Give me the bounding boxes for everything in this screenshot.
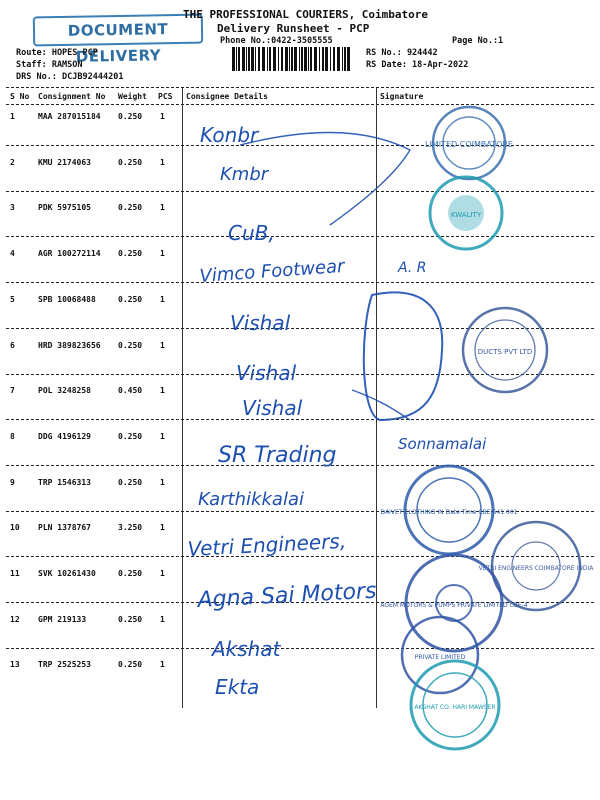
- company-seal: [463, 308, 547, 392]
- barcode-bar: [308, 47, 309, 71]
- row-separator: [6, 191, 594, 192]
- col-header-pcs: PCS: [158, 92, 173, 101]
- handwritten-consignee: SR Trading: [218, 443, 337, 468]
- cell-pcs: 1: [160, 523, 165, 533]
- cell-consignment: TRP 2525253: [38, 660, 91, 670]
- phone-number: Phone No.:0422-3505555: [220, 36, 333, 46]
- company-seal: [411, 661, 499, 749]
- seal-text: KWALITY: [450, 211, 482, 219]
- cell-pcs: 1: [160, 112, 165, 121]
- seal-text: DAIVET CLOTHING IN Date Time CBE-641 001: [380, 509, 518, 516]
- barcode-bar: [333, 47, 335, 71]
- barcode-bar: [289, 47, 290, 71]
- cell-weight: 0.250: [118, 614, 143, 624]
- handwritten-consignee: CuB,: [228, 221, 275, 245]
- cell-pcs: 1: [160, 157, 165, 167]
- handwritten-consignee: Agna Sai Motors: [197, 578, 378, 613]
- company-seal: [430, 177, 502, 249]
- company-seal: [380, 555, 527, 651]
- cell-sno: 7: [10, 386, 15, 396]
- handwritten-signature: Sonnamalai: [398, 435, 487, 453]
- cell-consignment: MAA 287015184: [38, 112, 101, 121]
- cell-pcs: 1: [160, 340, 165, 350]
- handwritten-consignee: Vimco Footwear: [198, 255, 346, 287]
- barcode-bar: [248, 47, 250, 71]
- handwritten-consignee: Akshat: [212, 637, 281, 661]
- cell-consignment: GPM 219133: [38, 614, 87, 624]
- barcode-bar: [301, 47, 303, 71]
- cell-consignment: KMU 2174063: [38, 157, 91, 167]
- cell-weight: 0.250: [118, 157, 143, 167]
- cell-weight: 0.250: [118, 112, 143, 121]
- seal-text: VETRI ENGINEERS COIMBATORE INDIA: [478, 565, 594, 572]
- barcode-bar: [236, 47, 237, 71]
- cell-sno: 6: [10, 340, 15, 350]
- handwritten-consignee: Konbr: [200, 123, 259, 147]
- cell-sno: 13: [10, 660, 20, 670]
- col-header-consignment: Consignment No: [38, 92, 106, 101]
- cell-consignment: DDG 4196129: [38, 431, 91, 441]
- row-separator: [6, 648, 594, 649]
- company-seal: [402, 617, 478, 693]
- barcode-bar: [262, 47, 265, 71]
- handwritten-signature: A. R: [398, 260, 427, 276]
- cell-pcs: 1: [160, 294, 165, 304]
- col-header-consignee: Consignee Details: [186, 92, 268, 101]
- barcode-bar: [281, 47, 283, 71]
- barcode-bar: [267, 47, 268, 71]
- barcode-bar: [325, 47, 328, 71]
- table-top-rule: [6, 87, 594, 88]
- cell-weight: 0.450: [118, 386, 143, 396]
- seal-text: DUCTS PVT LTD: [477, 348, 533, 356]
- barcode-bar: [242, 47, 245, 71]
- handwritten-consignee: Vetri Engineers,: [187, 528, 347, 561]
- cell-pcs: 1: [160, 569, 165, 578]
- cell-weight: 0.250: [118, 477, 143, 487]
- handwritten-consignee: Vishal: [236, 361, 297, 385]
- cell-pcs: 1: [160, 431, 165, 441]
- barcode-bar: [314, 47, 317, 71]
- cell-pcs: 1: [160, 660, 165, 670]
- cell-consignment: PLN 1378767: [38, 523, 91, 533]
- handwritten-consignee: Vishal: [242, 396, 303, 420]
- cell-weight: 0.250: [118, 294, 143, 304]
- row-separator: [6, 282, 594, 283]
- barcode-bar: [322, 47, 324, 71]
- table-header-rule: [6, 104, 594, 105]
- row-separator: [6, 419, 594, 420]
- barcode-bar: [347, 47, 350, 71]
- row-separator: [6, 465, 594, 466]
- row-separator: [6, 236, 594, 237]
- barcode-bar: [258, 47, 260, 71]
- cell-consignment: PDK 5975105: [38, 203, 91, 213]
- cell-pcs: 1: [160, 249, 165, 259]
- barcode-bar: [337, 47, 340, 71]
- barcode-bar: [304, 47, 307, 71]
- barcode-bar: [330, 47, 331, 71]
- barcode-bar: [299, 47, 300, 71]
- cell-consignment: AGR 100272114: [38, 249, 101, 259]
- cell-sno: 3: [10, 203, 15, 213]
- seal-text: LIMITED COIMBATORE: [424, 140, 514, 149]
- column-divider: [376, 88, 377, 708]
- barcode-bar: [273, 47, 276, 71]
- handwritten-consignee: Kmbr: [220, 164, 269, 185]
- row-separator: [6, 328, 594, 329]
- pen-scribble: [352, 390, 410, 420]
- barcode-bar: [232, 47, 235, 71]
- cell-weight: 0.250: [118, 660, 143, 670]
- barcode-bar: [246, 47, 247, 71]
- column-divider: [182, 88, 183, 708]
- company-seal: [425, 107, 513, 179]
- cell-sno: 8: [10, 431, 15, 441]
- page-number: Page No.:1: [452, 36, 504, 46]
- barcode-bar: [251, 47, 254, 71]
- barcode-bar: [310, 47, 312, 71]
- barcode-bar: [269, 47, 271, 71]
- cell-weight: 0.250: [118, 340, 143, 350]
- handwritten-consignee: Ekta: [215, 675, 260, 699]
- row-separator: [6, 602, 594, 603]
- handwritten-consignee: Karthikkalai: [198, 489, 304, 510]
- barcode-bar: [294, 47, 297, 71]
- cell-sno: 11: [10, 569, 20, 578]
- barcode-bar: [319, 47, 320, 71]
- route-label: Route: HOPES PCP: [16, 48, 98, 58]
- row-separator: [6, 145, 594, 146]
- barcode-bar: [342, 47, 343, 71]
- col-header-sno: S No: [10, 92, 30, 101]
- row-separator: [6, 556, 594, 557]
- cell-pcs: 1: [160, 477, 165, 487]
- cell-sno: 12: [10, 614, 20, 624]
- cell-weight: 0.250: [118, 569, 143, 578]
- page-subtitle: Delivery Runsheet - PCP: [217, 22, 370, 35]
- handwritten-consignee: Vishal: [230, 311, 291, 335]
- seal-text: PRIVATE LIMITED: [414, 654, 466, 661]
- cell-weight: 0.250: [118, 249, 143, 259]
- cell-weight: 3.250: [118, 523, 143, 533]
- barcode-bar: [238, 47, 240, 71]
- col-header-weight: Weight: [118, 92, 147, 101]
- page-title: THE PROFESSIONAL COURIERS, Coimbatore: [183, 8, 429, 21]
- seal-text: AKSHAT CO. HARI MAWSER: [414, 704, 496, 711]
- cell-consignment: TRP 1546313: [38, 477, 91, 487]
- barcode-bar: [291, 47, 293, 71]
- barcode-image: [232, 47, 352, 71]
- cell-sno: 9: [10, 477, 15, 487]
- drs-number: DRS No.: DCJB92444201: [16, 72, 124, 82]
- cell-sno: 5: [10, 294, 15, 304]
- cell-consignment: HRD 389823656: [38, 340, 101, 350]
- barcode-bar: [278, 47, 279, 71]
- row-separator: [6, 511, 594, 512]
- document-delivery-stamp: DOCUMENT DELIVERY: [33, 14, 203, 47]
- rs-date: RS Date: 18-Apr-2022: [366, 60, 469, 70]
- barcode-bar: [344, 47, 346, 71]
- cell-sno: 10: [10, 523, 20, 533]
- cell-sno: 2: [10, 157, 15, 167]
- cell-consignment: SPB 10068488: [38, 294, 96, 304]
- cell-weight: 0.250: [118, 431, 143, 441]
- col-header-signature: Signature: [380, 92, 424, 101]
- barcode-bar: [255, 47, 256, 71]
- cell-consignment: POL 3248258: [38, 386, 91, 396]
- pen-scribble: [240, 133, 410, 226]
- cell-consignment: SVK 10261430: [38, 569, 96, 578]
- cell-pcs: 1: [160, 203, 165, 213]
- staff-label: Staff: RAMSON: [16, 60, 83, 70]
- cell-pcs: 1: [160, 386, 165, 396]
- barcode-bar: [285, 47, 288, 71]
- company-seal: [479, 522, 595, 610]
- rs-number: RS No.: 924442: [366, 48, 438, 58]
- row-separator: [6, 374, 594, 375]
- cell-pcs: 1: [160, 614, 165, 624]
- cell-sno: 1: [10, 112, 15, 121]
- seal-text: AGEM MOTORS & PUMPS PRIVATE LIMITED CBE-4: [380, 602, 528, 609]
- cell-sno: 4: [10, 249, 15, 259]
- cell-weight: 0.250: [118, 203, 143, 213]
